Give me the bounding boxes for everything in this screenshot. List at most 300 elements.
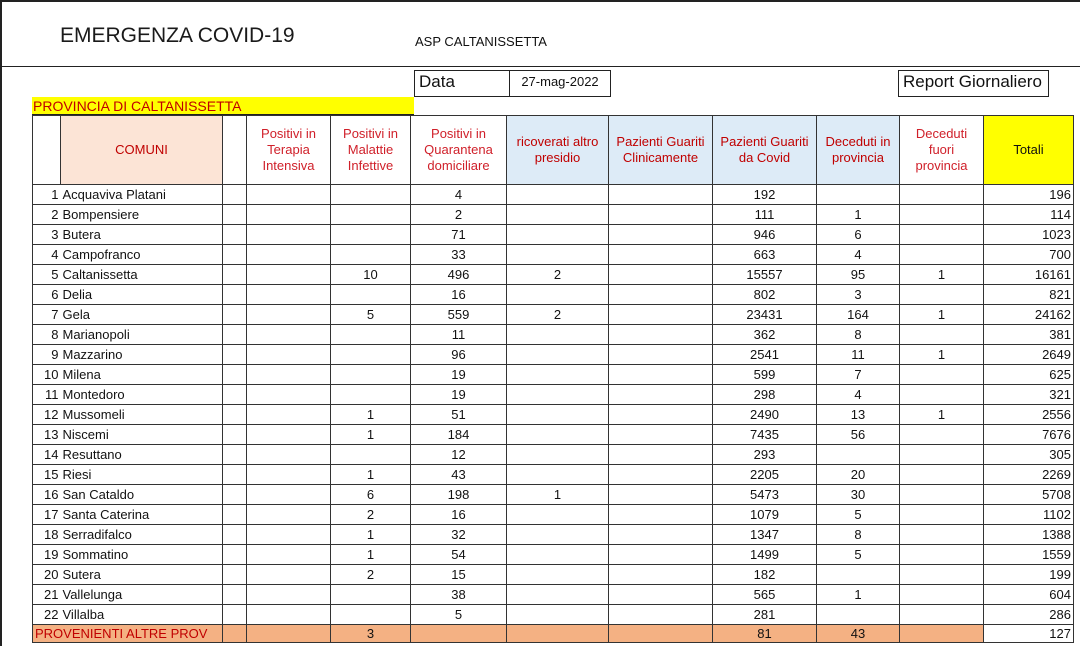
header-guariti-clinicamente: Pazienti Guariti Clinicamente — [609, 116, 713, 185]
row-number: 21 — [33, 585, 61, 605]
quarantena-domiciliare: 559 — [411, 305, 507, 325]
row-gap — [223, 585, 247, 605]
malattie-infettive: 6 — [331, 485, 411, 505]
totale: 286 — [984, 605, 1074, 625]
header-ricoverati: ricoverati altro presidio — [507, 116, 609, 185]
terapia-intensiva — [247, 245, 331, 265]
guariti-clinicamente — [609, 565, 713, 585]
terapia-intensiva — [247, 605, 331, 625]
guariti-clinicamente — [609, 245, 713, 265]
deceduti-fuori — [900, 385, 984, 405]
comune-name: Villalba — [61, 605, 223, 625]
terapia-intensiva — [247, 325, 331, 345]
row-gap — [223, 425, 247, 445]
malattie-infettive: 2 — [331, 565, 411, 585]
row-gap — [223, 385, 247, 405]
ricoverati-altro — [507, 605, 609, 625]
quarantena-domiciliare: 19 — [411, 365, 507, 385]
comune-name: Caltanissetta — [61, 265, 223, 285]
comune-name: Campofranco — [61, 245, 223, 265]
header-totali: Totali — [984, 116, 1074, 185]
terapia-intensiva — [247, 285, 331, 305]
header-terapia-intensiva: Positivi in Terapia Intensiva — [247, 116, 331, 185]
guariti-covid: 946 — [713, 225, 817, 245]
guariti-covid: 2541 — [713, 345, 817, 365]
row-gap — [223, 525, 247, 545]
terapia-intensiva — [247, 465, 331, 485]
deceduti-provincia — [817, 185, 900, 205]
row-gap — [223, 345, 247, 365]
footer-gap — [223, 625, 247, 643]
terapia-intensiva — [247, 185, 331, 205]
table-row — [33, 445, 1074, 465]
row-number: 5 — [33, 265, 61, 285]
row-number: 11 — [33, 385, 61, 405]
ricoverati-altro — [507, 365, 609, 385]
deceduti-fuori — [900, 585, 984, 605]
malattie-infettive — [331, 245, 411, 265]
terapia-intensiva — [247, 365, 331, 385]
malattie-infettive: 10 — [331, 265, 411, 285]
deceduti-provincia: 4 — [817, 245, 900, 265]
deceduti-fuori — [900, 525, 984, 545]
totale: 604 — [984, 585, 1074, 605]
guariti-clinicamente — [609, 525, 713, 545]
comune-name: Resuttano — [61, 445, 223, 465]
header-comuni: COMUNI — [61, 116, 223, 185]
table-row — [33, 525, 1074, 545]
deceduti-fuori — [900, 325, 984, 345]
totale: 24162 — [984, 305, 1074, 325]
totale: 196 — [984, 185, 1074, 205]
deceduti-fuori — [900, 565, 984, 585]
deceduti-fuori — [900, 445, 984, 465]
row-gap — [223, 285, 247, 305]
page-subtitle: ASP CALTANISSETTA — [415, 34, 547, 49]
comune-name: Serradifalco — [61, 525, 223, 545]
row-number: 19 — [33, 545, 61, 565]
terapia-intensiva — [247, 305, 331, 325]
quarantena-domiciliare: 51 — [411, 405, 507, 425]
guariti-covid: 23431 — [713, 305, 817, 325]
comune-name: Mazzarino — [61, 345, 223, 365]
guariti-clinicamente — [609, 385, 713, 405]
comune-name: San Cataldo — [61, 485, 223, 505]
row-gap — [223, 185, 247, 205]
deceduti-fuori — [900, 465, 984, 485]
row-gap — [223, 245, 247, 265]
quarantena-domiciliare: 2 — [411, 205, 507, 225]
province-label: PROVINCIA DI CALTANISSETTA — [32, 97, 414, 115]
malattie-infettive — [331, 345, 411, 365]
totale: 321 — [984, 385, 1074, 405]
deceduti-provincia: 30 — [817, 485, 900, 505]
totale: 199 — [984, 565, 1074, 585]
covid-table — [32, 115, 1074, 643]
deceduti-provincia: 95 — [817, 265, 900, 285]
ricoverati-altro — [507, 425, 609, 445]
guariti-clinicamente — [609, 545, 713, 565]
quarantena-domiciliare: 16 — [411, 285, 507, 305]
comune-name: Gela — [61, 305, 223, 325]
terapia-intensiva — [247, 585, 331, 605]
deceduti-provincia: 11 — [817, 345, 900, 365]
deceduti-provincia: 8 — [817, 525, 900, 545]
comune-name: Niscemi — [61, 425, 223, 445]
table-row — [33, 345, 1074, 365]
comune-name: Milena — [61, 365, 223, 385]
row-gap — [223, 265, 247, 285]
deceduti-fuori — [900, 545, 984, 565]
malattie-infettive: 2 — [331, 505, 411, 525]
totale: 700 — [984, 245, 1074, 265]
totale: 1388 — [984, 525, 1074, 545]
deceduti-provincia — [817, 445, 900, 465]
footer-ricoverati — [507, 625, 609, 643]
terapia-intensiva — [247, 405, 331, 425]
row-gap — [223, 405, 247, 425]
row-number: 15 — [33, 465, 61, 485]
totale: 7676 — [984, 425, 1074, 445]
header-deceduti-fuori: Deceduti fuori provincia — [900, 116, 984, 185]
table-row — [33, 205, 1074, 225]
terapia-intensiva — [247, 565, 331, 585]
sheet-border-left — [0, 0, 2, 646]
terapia-intensiva — [247, 205, 331, 225]
guariti-clinicamente — [609, 465, 713, 485]
row-gap — [223, 465, 247, 485]
row-number: 20 — [33, 565, 61, 585]
deceduti-provincia: 3 — [817, 285, 900, 305]
table-row — [33, 305, 1074, 325]
row-number: 6 — [33, 285, 61, 305]
deceduti-provincia — [817, 605, 900, 625]
header-quarantena: Positivi in Quarantena domiciliare — [411, 116, 507, 185]
totale: 2649 — [984, 345, 1074, 365]
totale: 2269 — [984, 465, 1074, 485]
guariti-covid: 281 — [713, 605, 817, 625]
ricoverati-altro: 2 — [507, 305, 609, 325]
footer-guariti-clin — [609, 625, 713, 643]
ricoverati-altro — [507, 585, 609, 605]
guariti-clinicamente — [609, 185, 713, 205]
ricoverati-altro — [507, 205, 609, 225]
comune-name: Butera — [61, 225, 223, 245]
deceduti-fuori — [900, 185, 984, 205]
guariti-clinicamente — [609, 425, 713, 445]
deceduti-provincia: 5 — [817, 545, 900, 565]
row-gap — [223, 485, 247, 505]
guariti-covid: 298 — [713, 385, 817, 405]
footer-label: PROVENIENTI ALTRE PROV — [33, 625, 223, 643]
table-row — [33, 485, 1074, 505]
row-gap — [223, 505, 247, 525]
malattie-infettive — [331, 365, 411, 385]
terapia-intensiva — [247, 425, 331, 445]
malattie-infettive — [331, 445, 411, 465]
comune-name: Bompensiere — [61, 205, 223, 225]
deceduti-fuori — [900, 245, 984, 265]
totale: 305 — [984, 445, 1074, 465]
malattie-infettive: 1 — [331, 405, 411, 425]
deceduti-fuori — [900, 225, 984, 245]
quarantena-domiciliare: 4 — [411, 185, 507, 205]
quarantena-domiciliare: 38 — [411, 585, 507, 605]
deceduti-provincia: 164 — [817, 305, 900, 325]
row-number: 12 — [33, 405, 61, 425]
ricoverati-altro — [507, 525, 609, 545]
terapia-intensiva — [247, 545, 331, 565]
deceduti-fuori: 1 — [900, 405, 984, 425]
ricoverati-altro — [507, 185, 609, 205]
deceduti-fuori: 1 — [900, 345, 984, 365]
row-number: 3 — [33, 225, 61, 245]
comune-name: Delia — [61, 285, 223, 305]
quarantena-domiciliare: 198 — [411, 485, 507, 505]
malattie-infettive — [331, 285, 411, 305]
comune-name: Marianopoli — [61, 325, 223, 345]
malattie-infettive: 1 — [331, 465, 411, 485]
guariti-covid: 802 — [713, 285, 817, 305]
row-number: 22 — [33, 605, 61, 625]
ricoverati-altro: 1 — [507, 485, 609, 505]
guariti-covid: 293 — [713, 445, 817, 465]
footer-row — [33, 625, 1074, 643]
comune-name: Riesi — [61, 465, 223, 485]
guariti-clinicamente — [609, 225, 713, 245]
guariti-covid: 1347 — [713, 525, 817, 545]
comune-name: Acquaviva Platani — [61, 185, 223, 205]
totale: 16161 — [984, 265, 1074, 285]
ricoverati-altro — [507, 385, 609, 405]
terapia-intensiva — [247, 225, 331, 245]
table-row — [33, 405, 1074, 425]
row-number: 2 — [33, 205, 61, 225]
deceduti-fuori — [900, 425, 984, 445]
table-header-row — [33, 116, 1074, 185]
deceduti-provincia: 6 — [817, 225, 900, 245]
malattie-infettive: 1 — [331, 525, 411, 545]
row-number: 4 — [33, 245, 61, 265]
guariti-clinicamente — [609, 365, 713, 385]
guariti-covid: 565 — [713, 585, 817, 605]
guariti-covid: 192 — [713, 185, 817, 205]
terapia-intensiva — [247, 265, 331, 285]
table-row — [33, 365, 1074, 385]
deceduti-fuori — [900, 505, 984, 525]
comune-name: Sommatino — [61, 545, 223, 565]
report-label: Report Giornaliero — [898, 70, 1049, 97]
row-number: 10 — [33, 365, 61, 385]
totale: 821 — [984, 285, 1074, 305]
terapia-intensiva — [247, 345, 331, 365]
table-row — [33, 245, 1074, 265]
comune-name: Sutera — [61, 565, 223, 585]
row-gap — [223, 565, 247, 585]
deceduti-fuori — [900, 205, 984, 225]
ricoverati-altro — [507, 245, 609, 265]
malattie-infettive — [331, 385, 411, 405]
header-deceduti-provincia: Deceduti in provincia — [817, 116, 900, 185]
guariti-covid: 5473 — [713, 485, 817, 505]
table-row — [33, 505, 1074, 525]
deceduti-fuori: 1 — [900, 265, 984, 285]
deceduti-provincia: 5 — [817, 505, 900, 525]
header-gap — [223, 116, 247, 185]
page-title: EMERGENZA COVID-19 — [60, 24, 295, 47]
table-row — [33, 565, 1074, 585]
malattie-infettive — [331, 585, 411, 605]
ricoverati-altro — [507, 225, 609, 245]
guariti-clinicamente — [609, 605, 713, 625]
guariti-clinicamente — [609, 445, 713, 465]
footer-deceduti-in: 43 — [817, 625, 900, 643]
footer-guariti-covid: 81 — [713, 625, 817, 643]
table-row — [33, 385, 1074, 405]
guariti-clinicamente — [609, 505, 713, 525]
totale: 2556 — [984, 405, 1074, 425]
totale: 1023 — [984, 225, 1074, 245]
ricoverati-altro — [507, 545, 609, 565]
ricoverati-altro — [507, 405, 609, 425]
deceduti-fuori — [900, 365, 984, 385]
ricoverati-altro — [507, 325, 609, 345]
footer-terapia — [247, 625, 331, 643]
totale: 1102 — [984, 505, 1074, 525]
table-row — [33, 185, 1074, 205]
guariti-covid: 182 — [713, 565, 817, 585]
guariti-clinicamente — [609, 285, 713, 305]
ricoverati-altro — [507, 285, 609, 305]
deceduti-provincia: 20 — [817, 465, 900, 485]
quarantena-domiciliare: 32 — [411, 525, 507, 545]
guariti-covid: 15557 — [713, 265, 817, 285]
guariti-clinicamente — [609, 485, 713, 505]
quarantena-domiciliare: 54 — [411, 545, 507, 565]
table-row — [33, 545, 1074, 565]
deceduti-fuori — [900, 605, 984, 625]
ricoverati-altro — [507, 465, 609, 485]
deceduti-provincia: 1 — [817, 205, 900, 225]
guariti-covid: 1079 — [713, 505, 817, 525]
ricoverati-altro — [507, 445, 609, 465]
comune-name: Montedoro — [61, 385, 223, 405]
header-number — [33, 116, 61, 185]
guariti-clinicamente — [609, 325, 713, 345]
terapia-intensiva — [247, 445, 331, 465]
row-number: 1 — [33, 185, 61, 205]
deceduti-provincia: 1 — [817, 585, 900, 605]
row-gap — [223, 205, 247, 225]
footer-quarantena — [411, 625, 507, 643]
guariti-covid: 7435 — [713, 425, 817, 445]
row-number: 16 — [33, 485, 61, 505]
guariti-covid: 111 — [713, 205, 817, 225]
malattie-infettive — [331, 225, 411, 245]
guariti-covid: 599 — [713, 365, 817, 385]
row-gap — [223, 225, 247, 245]
ricoverati-altro — [507, 565, 609, 585]
row-number: 8 — [33, 325, 61, 345]
footer-deceduti-fuori — [900, 625, 984, 643]
table-row — [33, 225, 1074, 245]
row-gap — [223, 545, 247, 565]
totale: 381 — [984, 325, 1074, 345]
malattie-infettive: 1 — [331, 425, 411, 445]
footer-totale: 127 — [984, 625, 1074, 643]
guariti-covid: 2205 — [713, 465, 817, 485]
ricoverati-altro — [507, 345, 609, 365]
deceduti-fuori: 1 — [900, 305, 984, 325]
quarantena-domiciliare: 15 — [411, 565, 507, 585]
quarantena-domiciliare: 71 — [411, 225, 507, 245]
guariti-covid: 362 — [713, 325, 817, 345]
row-number: 9 — [33, 345, 61, 365]
comune-name: Santa Caterina — [61, 505, 223, 525]
deceduti-provincia — [817, 565, 900, 585]
date-label: Data — [414, 70, 510, 97]
guariti-clinicamente — [609, 305, 713, 325]
guariti-clinicamente — [609, 265, 713, 285]
row-gap — [223, 305, 247, 325]
terapia-intensiva — [247, 385, 331, 405]
malattie-infettive — [331, 605, 411, 625]
header-guariti-covid: Pazienti Guariti da Covid — [713, 116, 817, 185]
table-row — [33, 325, 1074, 345]
row-gap — [223, 445, 247, 465]
quarantena-domiciliare: 19 — [411, 385, 507, 405]
terapia-intensiva — [247, 505, 331, 525]
table-row — [33, 265, 1074, 285]
deceduti-fuori — [900, 285, 984, 305]
deceduti-fuori — [900, 485, 984, 505]
deceduti-provincia: 56 — [817, 425, 900, 445]
malattie-infettive — [331, 325, 411, 345]
table-row — [33, 285, 1074, 305]
quarantena-domiciliare: 496 — [411, 265, 507, 285]
row-number: 18 — [33, 525, 61, 545]
footer-malattie: 3 — [331, 625, 411, 643]
row-gap — [223, 325, 247, 345]
malattie-infettive: 5 — [331, 305, 411, 325]
terapia-intensiva — [247, 485, 331, 505]
deceduti-provincia: 13 — [817, 405, 900, 425]
row-number: 13 — [33, 425, 61, 445]
guariti-covid: 663 — [713, 245, 817, 265]
malattie-infettive — [331, 205, 411, 225]
row-gap — [223, 605, 247, 625]
guariti-clinicamente — [609, 405, 713, 425]
comune-name: Vallelunga — [61, 585, 223, 605]
malattie-infettive: 1 — [331, 545, 411, 565]
date-value: 27-mag-2022 — [509, 70, 611, 97]
quarantena-domiciliare: 33 — [411, 245, 507, 265]
table-row — [33, 465, 1074, 485]
row-gap — [223, 365, 247, 385]
header-malattie-infettive: Positivi in Malattie Infettive — [331, 116, 411, 185]
quarantena-domiciliare: 43 — [411, 465, 507, 485]
row-number: 14 — [33, 445, 61, 465]
ricoverati-altro — [507, 505, 609, 525]
deceduti-provincia: 8 — [817, 325, 900, 345]
guariti-clinicamente — [609, 205, 713, 225]
malattie-infettive — [331, 185, 411, 205]
quarantena-domiciliare: 5 — [411, 605, 507, 625]
deceduti-provincia: 4 — [817, 385, 900, 405]
quarantena-domiciliare: 184 — [411, 425, 507, 445]
totale: 5708 — [984, 485, 1074, 505]
quarantena-domiciliare: 16 — [411, 505, 507, 525]
